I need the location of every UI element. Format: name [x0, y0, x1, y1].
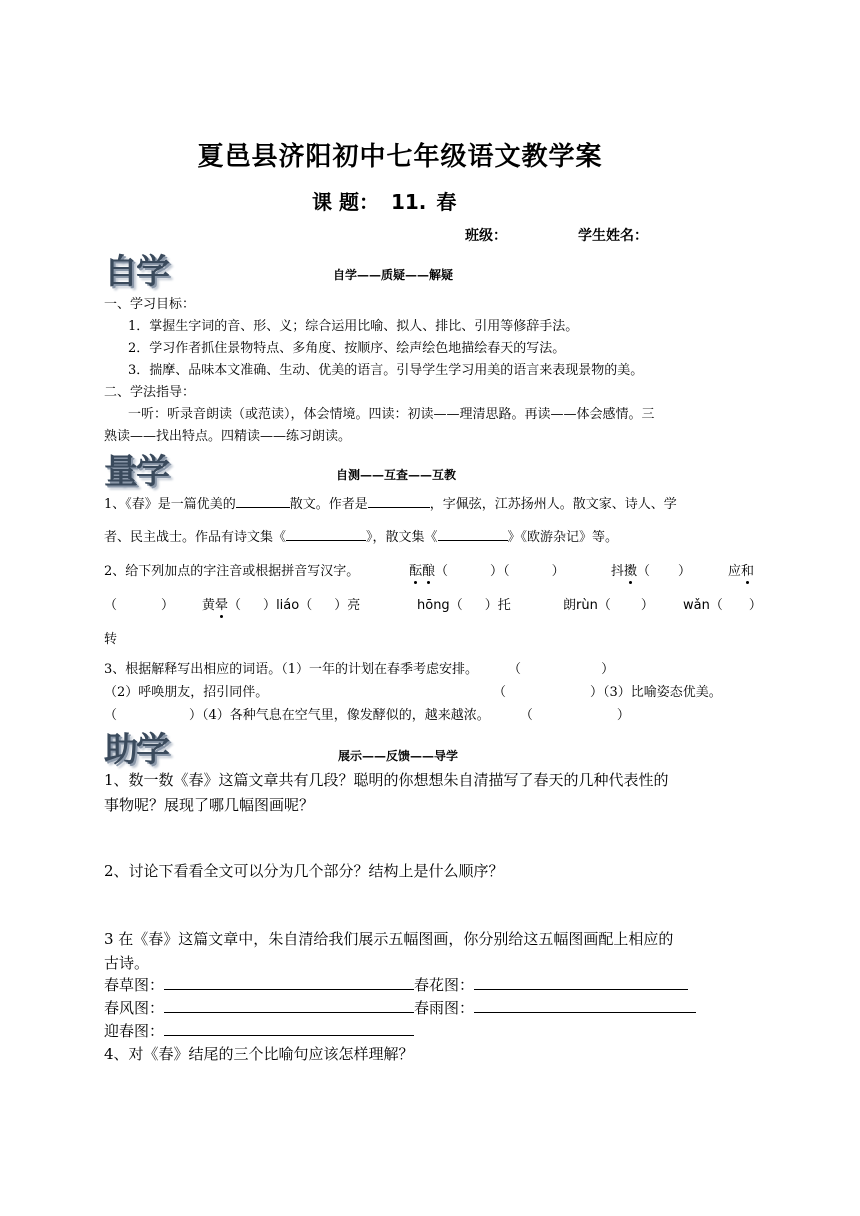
paren: ） — [678, 564, 692, 579]
page-title: 夏邑县济阳初中七年级语文教学案 — [197, 142, 603, 172]
answer-line[interactable] — [474, 1012, 696, 1013]
paren: （ — [104, 708, 118, 723]
picture-row — [104, 1020, 414, 1041]
s3-question-2: 2、讨论下看看全文可以分为几个部分？结构上是什么顺序？ — [104, 862, 504, 880]
paren: （ — [503, 564, 510, 579]
paren: ） — [601, 662, 615, 677]
q3-line1 — [104, 658, 614, 677]
paren: （ — [508, 662, 522, 677]
s3-question-3: 3 在《春》这篇文章中，朱自清给我们展示五幅图画，你分别给这五幅图画配上相应的 — [104, 930, 674, 948]
q3-text: （2）呼唤朋友，招引同伴。 — [104, 685, 269, 700]
paren: （ — [493, 685, 507, 700]
paren: ） — [640, 598, 654, 613]
s3-question-1-cont: 事物呢？展现了哪几幅图画呢？ — [104, 796, 315, 814]
paren: （ — [228, 598, 242, 613]
char: 亮 — [347, 598, 361, 613]
q1-text: 》《欧游杂记》等。 — [507, 530, 619, 545]
q2-trailing-char: 转 — [104, 632, 118, 647]
answer-blank[interactable] — [438, 540, 508, 541]
q2-item — [409, 560, 565, 579]
subject-number: 11. — [390, 190, 427, 214]
q2-row2 — [104, 594, 174, 613]
section1-heading: 自学——质疑——解疑 — [333, 268, 454, 282]
paren: ） — [189, 708, 203, 723]
q2-item — [417, 594, 511, 613]
goal-item: 1．掌握生字词的音、形、义；综合运用比喻、拟人、排比、引用等修辞手法。 — [128, 319, 579, 334]
question-1-line1 — [104, 493, 677, 512]
q1-text: 者、民主战士。作品有诗文集《 — [104, 530, 287, 545]
method-line: 一听：听录音朗读（或范读），体会情境。四读：初读——理清思路。再读——体会感情。三 — [128, 407, 655, 422]
banner-measure-study: 量学 — [104, 452, 168, 492]
answer-line[interactable] — [474, 989, 688, 990]
question-1-line2 — [104, 526, 618, 545]
section2-heading: 自测——互查——互教 — [336, 468, 457, 482]
paren: ） — [748, 598, 762, 613]
q3-text: （3）比喻姿态优美。 — [603, 685, 722, 700]
pinyin: hōng — [417, 598, 450, 613]
paren: （ — [597, 598, 611, 613]
paren: （ — [449, 598, 463, 613]
char: 朗 — [563, 598, 577, 613]
pinyin: rùn — [576, 598, 598, 613]
section3-heading: 展示——反馈——导学 — [338, 749, 459, 763]
paren: （ — [519, 708, 533, 723]
dotted-char: 和 — [741, 564, 755, 579]
char: 托 — [497, 598, 511, 613]
picture-label: 春草图： — [104, 976, 165, 994]
s3-question-3-cont: 古诗。 — [104, 954, 150, 972]
dotted-char: 擞 — [624, 564, 638, 579]
q3-line2 — [104, 681, 268, 700]
banner-help-study: 助学 — [104, 730, 168, 770]
pinyin: liáo — [276, 598, 300, 613]
student-name-label: 学生姓名： — [578, 228, 648, 244]
paren: ） — [490, 564, 504, 579]
char: 应 — [728, 564, 742, 579]
paren: （ — [435, 564, 449, 579]
method-line: 熟读——找出特点。四精读——练习朗读。 — [104, 429, 352, 444]
q3-line2-right — [493, 681, 722, 700]
paren: ） — [334, 598, 348, 613]
picture-row — [104, 974, 688, 995]
q3-text: （4）各种气息在空气里，像发酵似的，越来越浓。 — [202, 708, 490, 723]
answer-blank[interactable] — [236, 507, 290, 508]
goal-item: 2．学习作者抓住景物特点、多角度、按顺序、绘声绘色地描绘春天的写法。 — [128, 341, 566, 356]
q2-item — [202, 594, 360, 613]
answer-line[interactable] — [164, 989, 414, 990]
q1-text: 》，散文集《 — [366, 530, 438, 545]
q2-item — [563, 594, 654, 613]
answer-line[interactable] — [164, 1035, 414, 1036]
q1-text: ，字佩弦，江苏扬州人。散文家、诗人、学 — [429, 497, 677, 512]
char: 黄 — [202, 598, 216, 613]
picture-label: 春风图： — [104, 999, 165, 1017]
paren: （ — [299, 598, 313, 613]
method-title: 二、学法指导： — [104, 385, 196, 400]
q1-text: 1、《春》是一篇优美的 — [104, 497, 236, 512]
paren: ） — [484, 598, 498, 613]
subject-topic: 春 — [436, 190, 457, 214]
paren: （ — [637, 564, 651, 579]
q2-item — [728, 560, 754, 579]
dotted-char: 晕 — [215, 598, 229, 613]
paren: ） — [616, 708, 630, 723]
char: 抖 — [611, 564, 625, 579]
subject-line — [312, 186, 456, 215]
banner-self-study: 自学 — [104, 252, 168, 292]
dotted-char: 酝 — [409, 564, 423, 579]
answer-line[interactable] — [164, 1012, 414, 1013]
q3-text: 3、根据解释写出相应的词语。（1）一年的计划在春季考虑安排。 — [104, 662, 479, 677]
paren: ） — [263, 598, 277, 613]
goals-title: 一、学习目标： — [104, 297, 196, 312]
picture-label: 春雨图： — [414, 999, 475, 1017]
paren: ） — [551, 564, 565, 579]
answer-blank[interactable] — [368, 507, 430, 508]
dotted-char: 酿 — [422, 564, 436, 579]
s3-question-1: 1、数一数《春》这篇文章共有几段？聪明的你想想朱自清描写了春天的几种代表性的 — [104, 771, 669, 789]
question-2-intro: 2、给下列加点的字注音或根据拼音写汉字。 — [104, 564, 360, 579]
answer-blank[interactable] — [286, 540, 366, 541]
q1-text: 散文。作者是 — [289, 497, 368, 512]
q2-item — [683, 594, 762, 613]
picture-label: 春花图： — [414, 976, 475, 994]
goal-item: 3．揣摩、品味本文准确、生动、优美的语言。引导学生学习用美的语言来表现景物的美。 — [128, 363, 644, 378]
subject-label: 课 题： — [312, 190, 379, 214]
paren: （ — [709, 598, 723, 613]
picture-row — [104, 997, 696, 1018]
paren: ） — [590, 685, 604, 700]
paren: （ — [104, 598, 118, 613]
picture-label: 迎春图： — [104, 1022, 165, 1040]
pinyin: wǎn — [683, 598, 710, 613]
q3-line3 — [104, 704, 630, 723]
class-label: 班级： — [465, 228, 507, 244]
q2-item — [611, 560, 691, 579]
s3-question-4: 4、对《春》结尾的三个比喻句应该怎样理解？ — [104, 1045, 414, 1063]
paren: ） — [161, 598, 175, 613]
